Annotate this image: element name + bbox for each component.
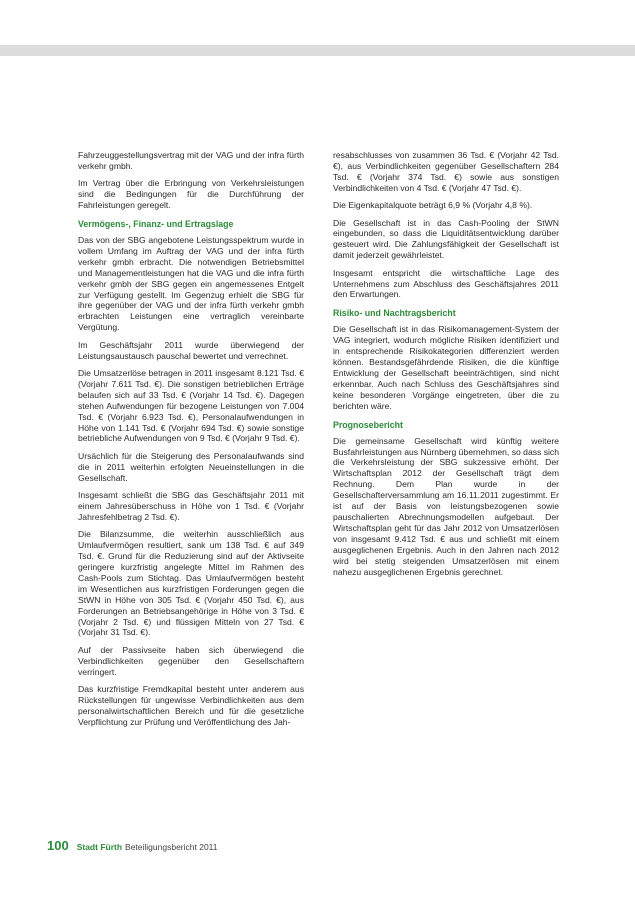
paragraph: Die Gesellschaft ist in das Risikomanagement-System der VAG integriert, wodurch mögliche Risiken identifiziert und in entsprechende Risikokategorien differenziert werden können. Bestandsgefährdende Risiken, die die künftige Entwicklung der Gesellschaft beeinträchtigen, sind nicht erkennbar. Auch nach Schluss des Geschäftsjahres sind keine besonderen Vorgänge eingetreten, über die zu berichten wäre. xyxy=(333,324,559,411)
section-heading: Risiko- und Nachtragsbericht xyxy=(333,308,456,319)
paragraph: resabschlusses von zusammen 36 Tsd. € (Vorjahr 42 Tsd. €), aus Verbindlichkeiten gegenüber Gesellschaftern 284 Tsd. € (Vorjahr 374 Tsd. €) sowie aus sonstigen Verbindlichkeiten von 4 Tsd. € (Vorjahr 47 Tsd. €). xyxy=(333,150,559,193)
paragraph: Die Gesellschaft ist in das Cash-Pooling der StWN eingebunden, so dass die Liquiditätsentwicklung darüber gesteuert wird. Die Zahlungsfähigkeit der Gesellschaft ist damit jederzeit gewährleistet. xyxy=(333,217,559,261)
section-heading: Prognosebericht xyxy=(333,419,403,430)
footer-brand: Stadt Fürth xyxy=(76,842,123,852)
paragraph: Die Bilanzsumme, die weiterhin ausschließlich aus Umlaufvermögen resultiert, sank um 138 Tsd. € auf 349 Tsd. €. Grund für die Reduzierung sind auf der Aktivseite geringere kurzfristig angelegte Mittel im Rahmen des Cash-Pools zum Stichtag. Das Umlaufvermögen besteht im Wesentlichen aus kurzfristigen Forderungen gegen die StWN in Höhe von 305 Tsd. € (Vorjahr 450 Tsd. €), aus Forderungen an Betriebsangehörige in Höhe von 3 Tsd. € (Vorjahr 2 Tsd. €) und flüssigen Mitteln von 27 Tsd. € (Vorjahr 31 Tsd. €). xyxy=(78,529,304,638)
paragraph: Ursächlich für die Steigerung des Personalaufwands sind die in 2011 weiterhin erfolgten Neueinstellungen in die Gesellschaft. xyxy=(78,450,304,483)
paragraph: Die Umsatzerlöse betragen in 2011 insgesamt 8.121 Tsd. € (Vorjahr 7.611 Tsd. €). Die sonstigen betrieblichen Erträge belaufen sich auf 33 Tsd. € (Vorjahr 14 Tsd. €). Dagegen stehen Aufwendungen für bezogene Leistungen von 7.004 Tsd. € (Vorjahr 6.923 Tsd. €), Personalaufwendungen in Höhe von 1.141 Tsd. € (Vorjahr 694 Tsd. €) sowie sonstige betriebliche Aufwendungen von 9 Tsd. € (Vorjahr 9 Tsd. €). xyxy=(78,368,304,444)
section-heading: Vermögens-, Finanz- und Ertragslage xyxy=(78,219,234,230)
paragraph: Im Vertrag über die Erbringung von Verkehrsleistungen sind die Bedingungen für die Durchführung der Fahrleistungen geregelt. xyxy=(78,178,304,211)
paragraph: Die gemeinsame Gesellschaft wird künftig weitere Busfahrleistungen aus Nürnberg übernehmen, so dass sich die Verkehrsleistung der SBG sukzessive erhöht. Der Wirtschaftsplan 2012 der Gesellschaft trägt dem Rechnung. Dem Plan wurde in der Gesellschafterversammlung am 16.11.2011 zugestimmt. Er ist auf der Basis von leistungsbezogenen sowie pauschalierten Abrechnungsmodellen aufgebaut. Der Wirtschaftsplan geht für das Jahr 2012 von Umsatzerlösen von insgesamt 9.412 Tsd. € aus und schließt mit einem ausgeglichenen Ergebnis. Auch in den Jahren nach 2012 wird bei stetig steigenden Umsatzerlösen mit einem nahezu ausgeglichenen Ergebnis gerechnet. xyxy=(333,435,559,577)
paragraph: Das von der SBG angebotene Leistungsspektrum wurde in vollem Umfang im Auftrag der VAG und der infra fürth verkehr gmbh erbracht. Die notwendigen Betriebsmittel und Managementleistungen hat die VAG und die infra fürth verkehr gmbh der SBG gegen ein angemessenes Entgelt zur Verfügung gestellt. Im Gegenzug erhielt die SBG für ihre gegenüber der VAG und der infra fürth verkehr gmbh erbrachten Leistungen eine vertraglich vereinbarte Vergütung. xyxy=(78,235,304,333)
page-number: 100 xyxy=(47,838,69,853)
text-column-left xyxy=(78,150,304,734)
paragraph: Insgesamt schließt die SBG das Geschäftsjahr 2011 mit einem Jahresüberschuss in Höhe von 1 Tsd. € (Vorjahr Jahresfehlbetrag 2 Tsd. €). xyxy=(78,490,304,522)
paragraph: Im Geschäftsjahr 2011 wurde überwiegend der Leistungsaustausch pauschal bewertet und verrechnet. xyxy=(78,339,304,361)
paragraph: Fahrzeuggestellungsvertrag mit der VAG und der infra fürth verkehr gmbh. xyxy=(78,150,304,171)
page-footer xyxy=(47,838,218,858)
paragraph: Das kurzfristige Fremdkapital besteht unter anderem aus Rückstellungen für ungewisse Verbindlichkeiten aus dem personalwirtschaftlichen Bereich und für die gesetzliche Verpflichtung zur Prüfung und Veröffentlichung des Jah- xyxy=(78,684,304,727)
footer-report-title: Beteiligungsbericht 2011 xyxy=(125,842,218,852)
paragraph: Auf der Passivseite haben sich überwiegend die Verbindlichkeiten gegenüber den Gesellschaftern verringert. xyxy=(78,644,304,677)
text-column-right xyxy=(333,150,559,584)
paragraph: Die Eigenkapitalquote beträgt 6,9 % (Vorjahr 4,8 %). xyxy=(333,200,533,211)
paragraph: Insgesamt entspricht die wirtschaftliche Lage des Unternehmens zum Abschluss des Geschäftsjahres 2011 den Erwartungen. xyxy=(333,267,559,300)
header-band xyxy=(0,45,635,56)
